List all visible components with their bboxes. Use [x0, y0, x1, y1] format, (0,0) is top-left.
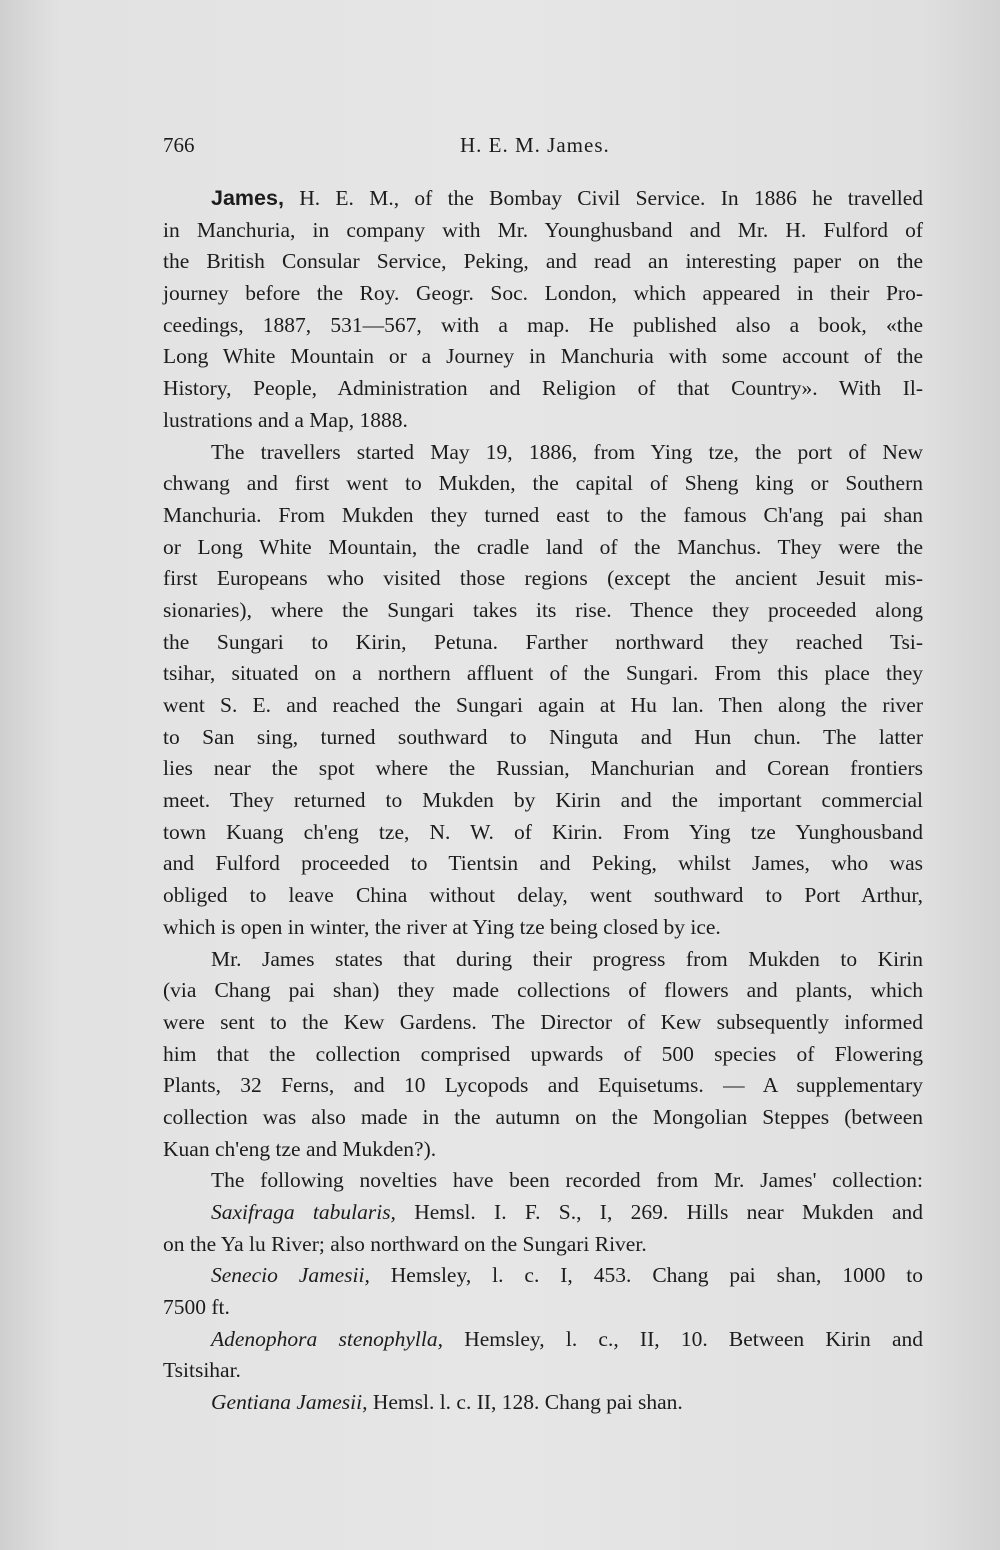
species-citation: Hemsley, l. c. I, 453. Chang pai shan, 1000 to: [369, 1263, 923, 1288]
text-line: [163, 183, 923, 215]
running-head: H. E. M. James.: [460, 133, 610, 157]
species-entry: [163, 1260, 923, 1292]
text-line: The following novelties have been recorded from Mr. James' collection:: [211, 1168, 923, 1193]
text-line: and Fulford proceeded to Tientsin and Peking, whilst James, who was: [163, 851, 923, 876]
species-name: Adenophora stenophylla,: [211, 1326, 444, 1351]
text-line: or Long White Mountain, the cradle land of the Manchus. They were the: [163, 534, 923, 559]
species-entry: [163, 1197, 923, 1229]
species-citation: Hemsl. I. F. S., I, 269. Hills near Mukden and: [395, 1200, 923, 1224]
page-number: 766: [163, 133, 195, 157]
text-line: were sent to the Kew Gardens. The Director of Kew subsequently informed: [163, 1009, 923, 1034]
text-line: sionaries), where the Sungari takes its rise. Thence they proceeded along: [163, 597, 923, 622]
text-line: Long White Mountain or a Journey in Manchuria with some account of the: [163, 344, 923, 369]
text-line: obliged to leave China without delay, went southward to Port Arthur,: [163, 883, 923, 908]
text-line: which is open in winter, the river at Ying tze being closed by ice.: [163, 914, 721, 939]
text-line: the British Consular Service, Peking, and read an interesting paper on the: [163, 249, 923, 274]
text-line: The travellers started May 19, 1886, from Ying tze, the port of New: [211, 439, 923, 464]
entry-heading: James,: [211, 186, 284, 210]
species-name: Senecio Jamesii,: [211, 1263, 370, 1288]
entry-line: H. E. M., of the Bombay Civil Service. In 1886 he travelled: [283, 186, 923, 210]
text-line: town Kuang ch'eng tze, N. W. of Kirin. From Ying tze Yunghousband: [163, 819, 923, 844]
body-text: [163, 183, 923, 1419]
text-line: in Manchuria, in company with Mr. Younghusband and Mr. H. Fulford of: [163, 217, 923, 242]
page-header: [163, 133, 923, 163]
species-name: Gentiana Jamesii,: [211, 1390, 368, 1415]
text-line: the Sungari to Kirin, Petuna. Farther northward they reached Tsi-: [163, 629, 923, 654]
species-citation: Hemsley, l. c., II, 10. Between Kirin and: [443, 1326, 923, 1351]
text-line: History, People, Administration and Religion of that Country». With Il-: [163, 376, 923, 401]
text-line: Tsitsihar.: [163, 1358, 241, 1383]
text-line: on the Ya lu River; also northward on the Sungari River.: [163, 1231, 647, 1256]
text-line: to San sing, turned southward to Ninguta and Hun chun. The latter: [163, 724, 923, 749]
text-line: (via Chang pai shan) they made collections of flowers and plants, which: [163, 978, 923, 1003]
text-line: Kuan ch'eng tze and Mukden?).: [163, 1136, 437, 1161]
text-line: journey before the Roy. Geogr. Soc. London, which appeared in their Pro-: [163, 281, 923, 306]
text-line: Mr. James states that during their progress from Mukden to Kirin: [211, 946, 923, 971]
text-line: Manchuria. From Mukden they turned east to the famous Ch'ang pai shan: [163, 502, 923, 527]
species-entry: [163, 1324, 923, 1356]
text-line: went S. E. and reached the Sungari again at Hu lan. Then along the river: [163, 693, 923, 717]
text-line: first Europeans who visited those regions (except the ancient Jesuit mis-: [163, 566, 923, 591]
text-line: chwang and first went to Mukden, the capital of Sheng king or Southern: [163, 471, 923, 496]
text-line: him that the collection comprised upwards of 500 species of Flowering: [163, 1041, 923, 1066]
species-name: Saxifraga tabularis,: [211, 1200, 396, 1224]
text-line: collection was also made in the autumn on the Mongolian Steppes (between: [163, 1104, 923, 1129]
text-line: meet. They returned to Mukden by Kirin and the important commercial: [163, 788, 923, 813]
text-line: Plants, 32 Ferns, and 10 Lycopods and Equisetums. — A supplementary: [163, 1073, 923, 1098]
text-line: ceedings, 1887, 531—567, with a map. He published also a book, «the: [163, 312, 923, 337]
species-citation: Hemsl. l. c. II, 128. Chang pai shan.: [367, 1390, 683, 1415]
text-line: lies near the spot where the Russian, Manchurian and Corean frontiers: [163, 756, 923, 781]
species-entry: [163, 1387, 923, 1419]
text-line: tsihar, situated on a northern affluent of the Sungari. From this place they: [163, 661, 923, 686]
text-line: lustrations and a Map, 1888.: [163, 407, 408, 432]
text-line: 7500 ft.: [163, 1295, 230, 1320]
